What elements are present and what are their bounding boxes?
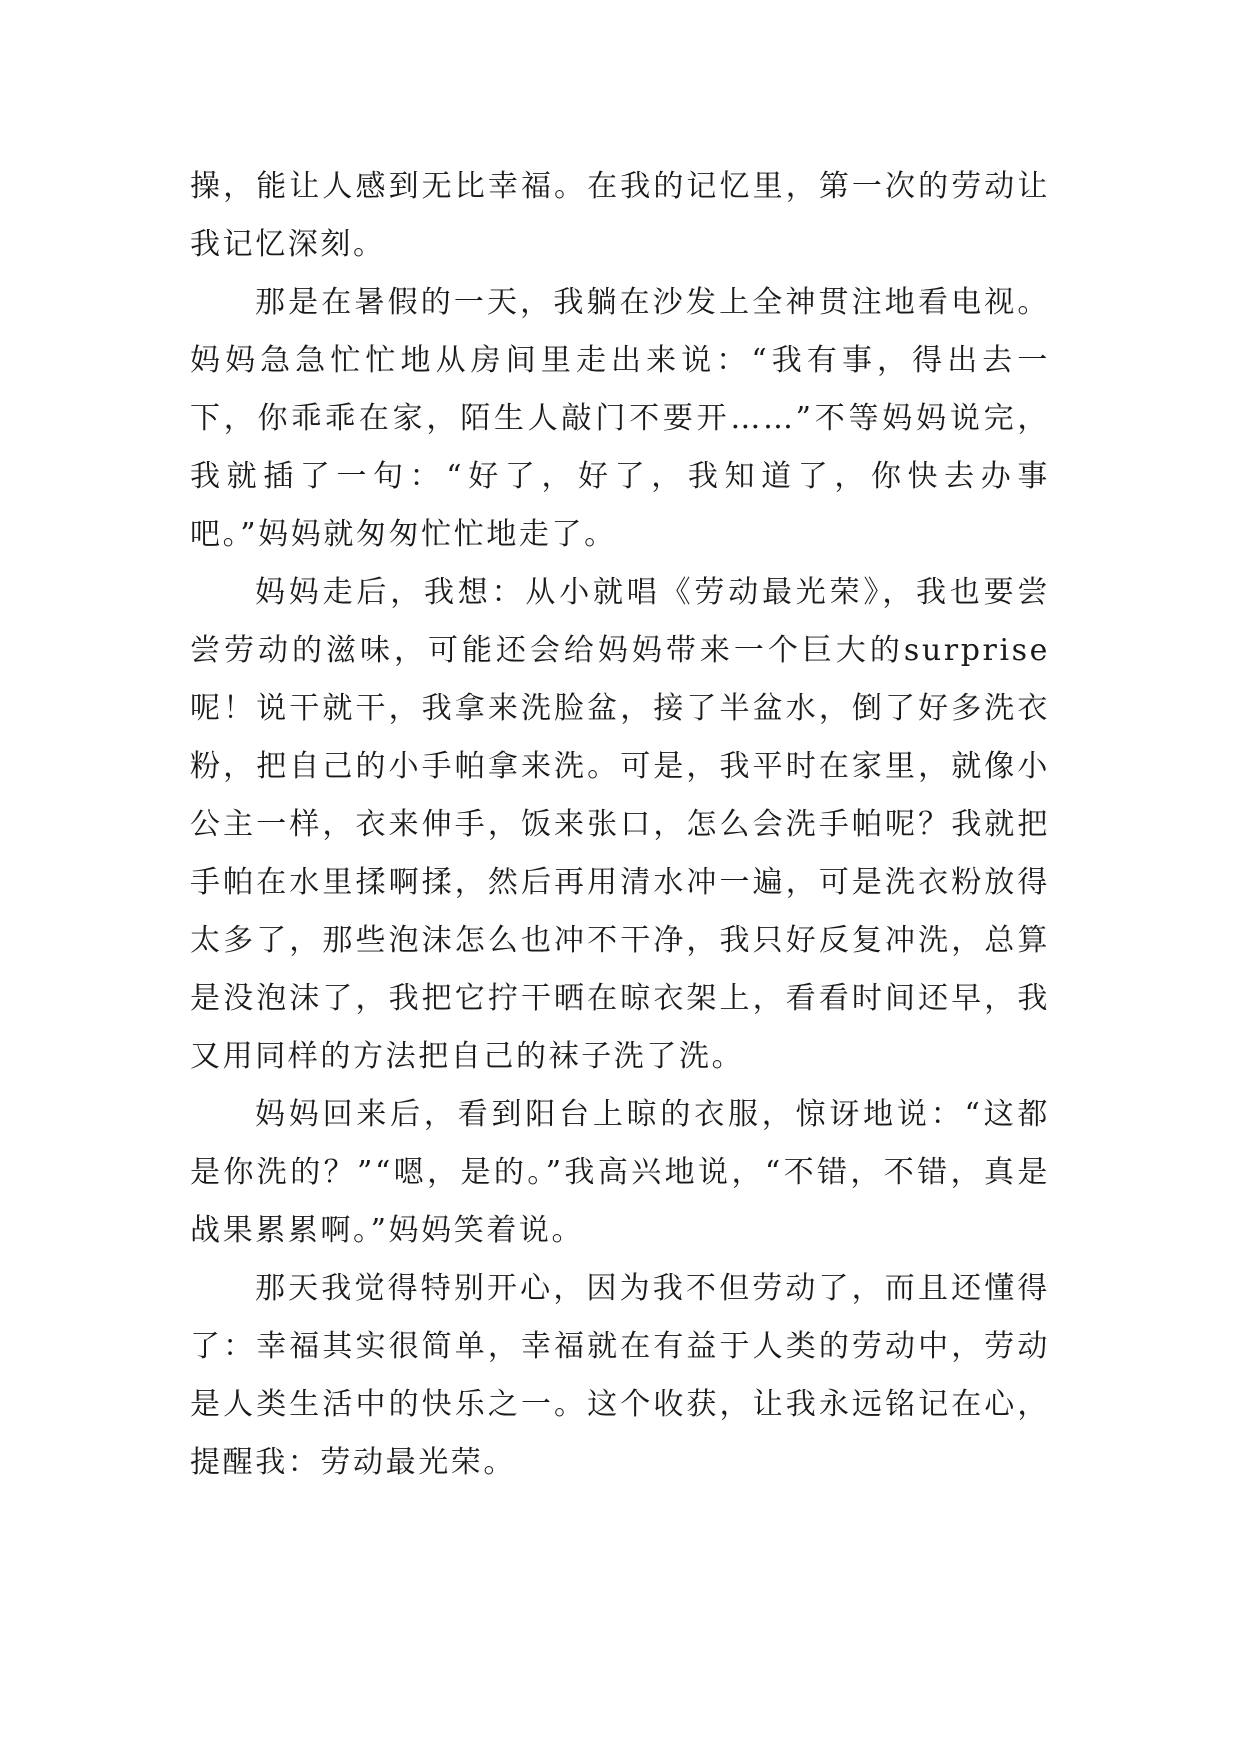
paragraph-washing: 妈妈走后，我想：从小就唱《劳动最光荣》，我也要尝尝劳动的滋味，可能还会给妈妈带来一个巨大的surprise呢！说干就干，我拿来洗脸盆，接了半盆水，倒了好多洗衣粉，把自己的小手帕拿来洗。可是，我平时在家里，就像小公主一样，衣来伸手，饭来张口，怎么会洗手帕呢？我就把手帕在水里揉啊揉，然后再用清水冲一遍，可是洗衣粉放得太多了，那些泡沫怎么也冲不干净，我只好反复冲洗，总算是没泡沫了，我把它拧干晒在晾衣架上，看看时间还早，我又用同样的方法把自己的袜子洗了洗。 [190,575,1050,1074]
document-body [190,158,1050,1492]
paragraph-conclusion: 那天我觉得特别开心，因为我不但劳动了，而且还懂得了：幸福其实很简单，幸福就在有益于人类的劳动中，劳动是人类生活中的快乐之一。这个收获，让我永远铭记在心，提醒我：劳动最光荣。 [190,1271,1050,1480]
paragraph-continued: 操，能让人感到无比幸福。在我的记忆里，第一次的劳动让我记忆深刻。 [190,169,1050,262]
paragraph-mom-returns: 妈妈回来后，看到阳台上晾的衣服，惊讶地说：“这都是你洗的？”“嗯，是的。”我高兴地说，“不错，不错，真是战果累累啊。”妈妈笑着说。 [190,1097,1050,1248]
paragraph-summer-day: 那是在暑假的一天，我躺在沙发上全神贯注地看电视。妈妈急急忙忙地从房间里走出来说：“我有事，得出去一下，你乖乖在家，陌生人敲门不要开……”不等妈妈说完，我就插了一句：“好了，好了，我知道了，你快去办事吧。”妈妈就匆匆忙忙地走了。 [190,285,1050,552]
